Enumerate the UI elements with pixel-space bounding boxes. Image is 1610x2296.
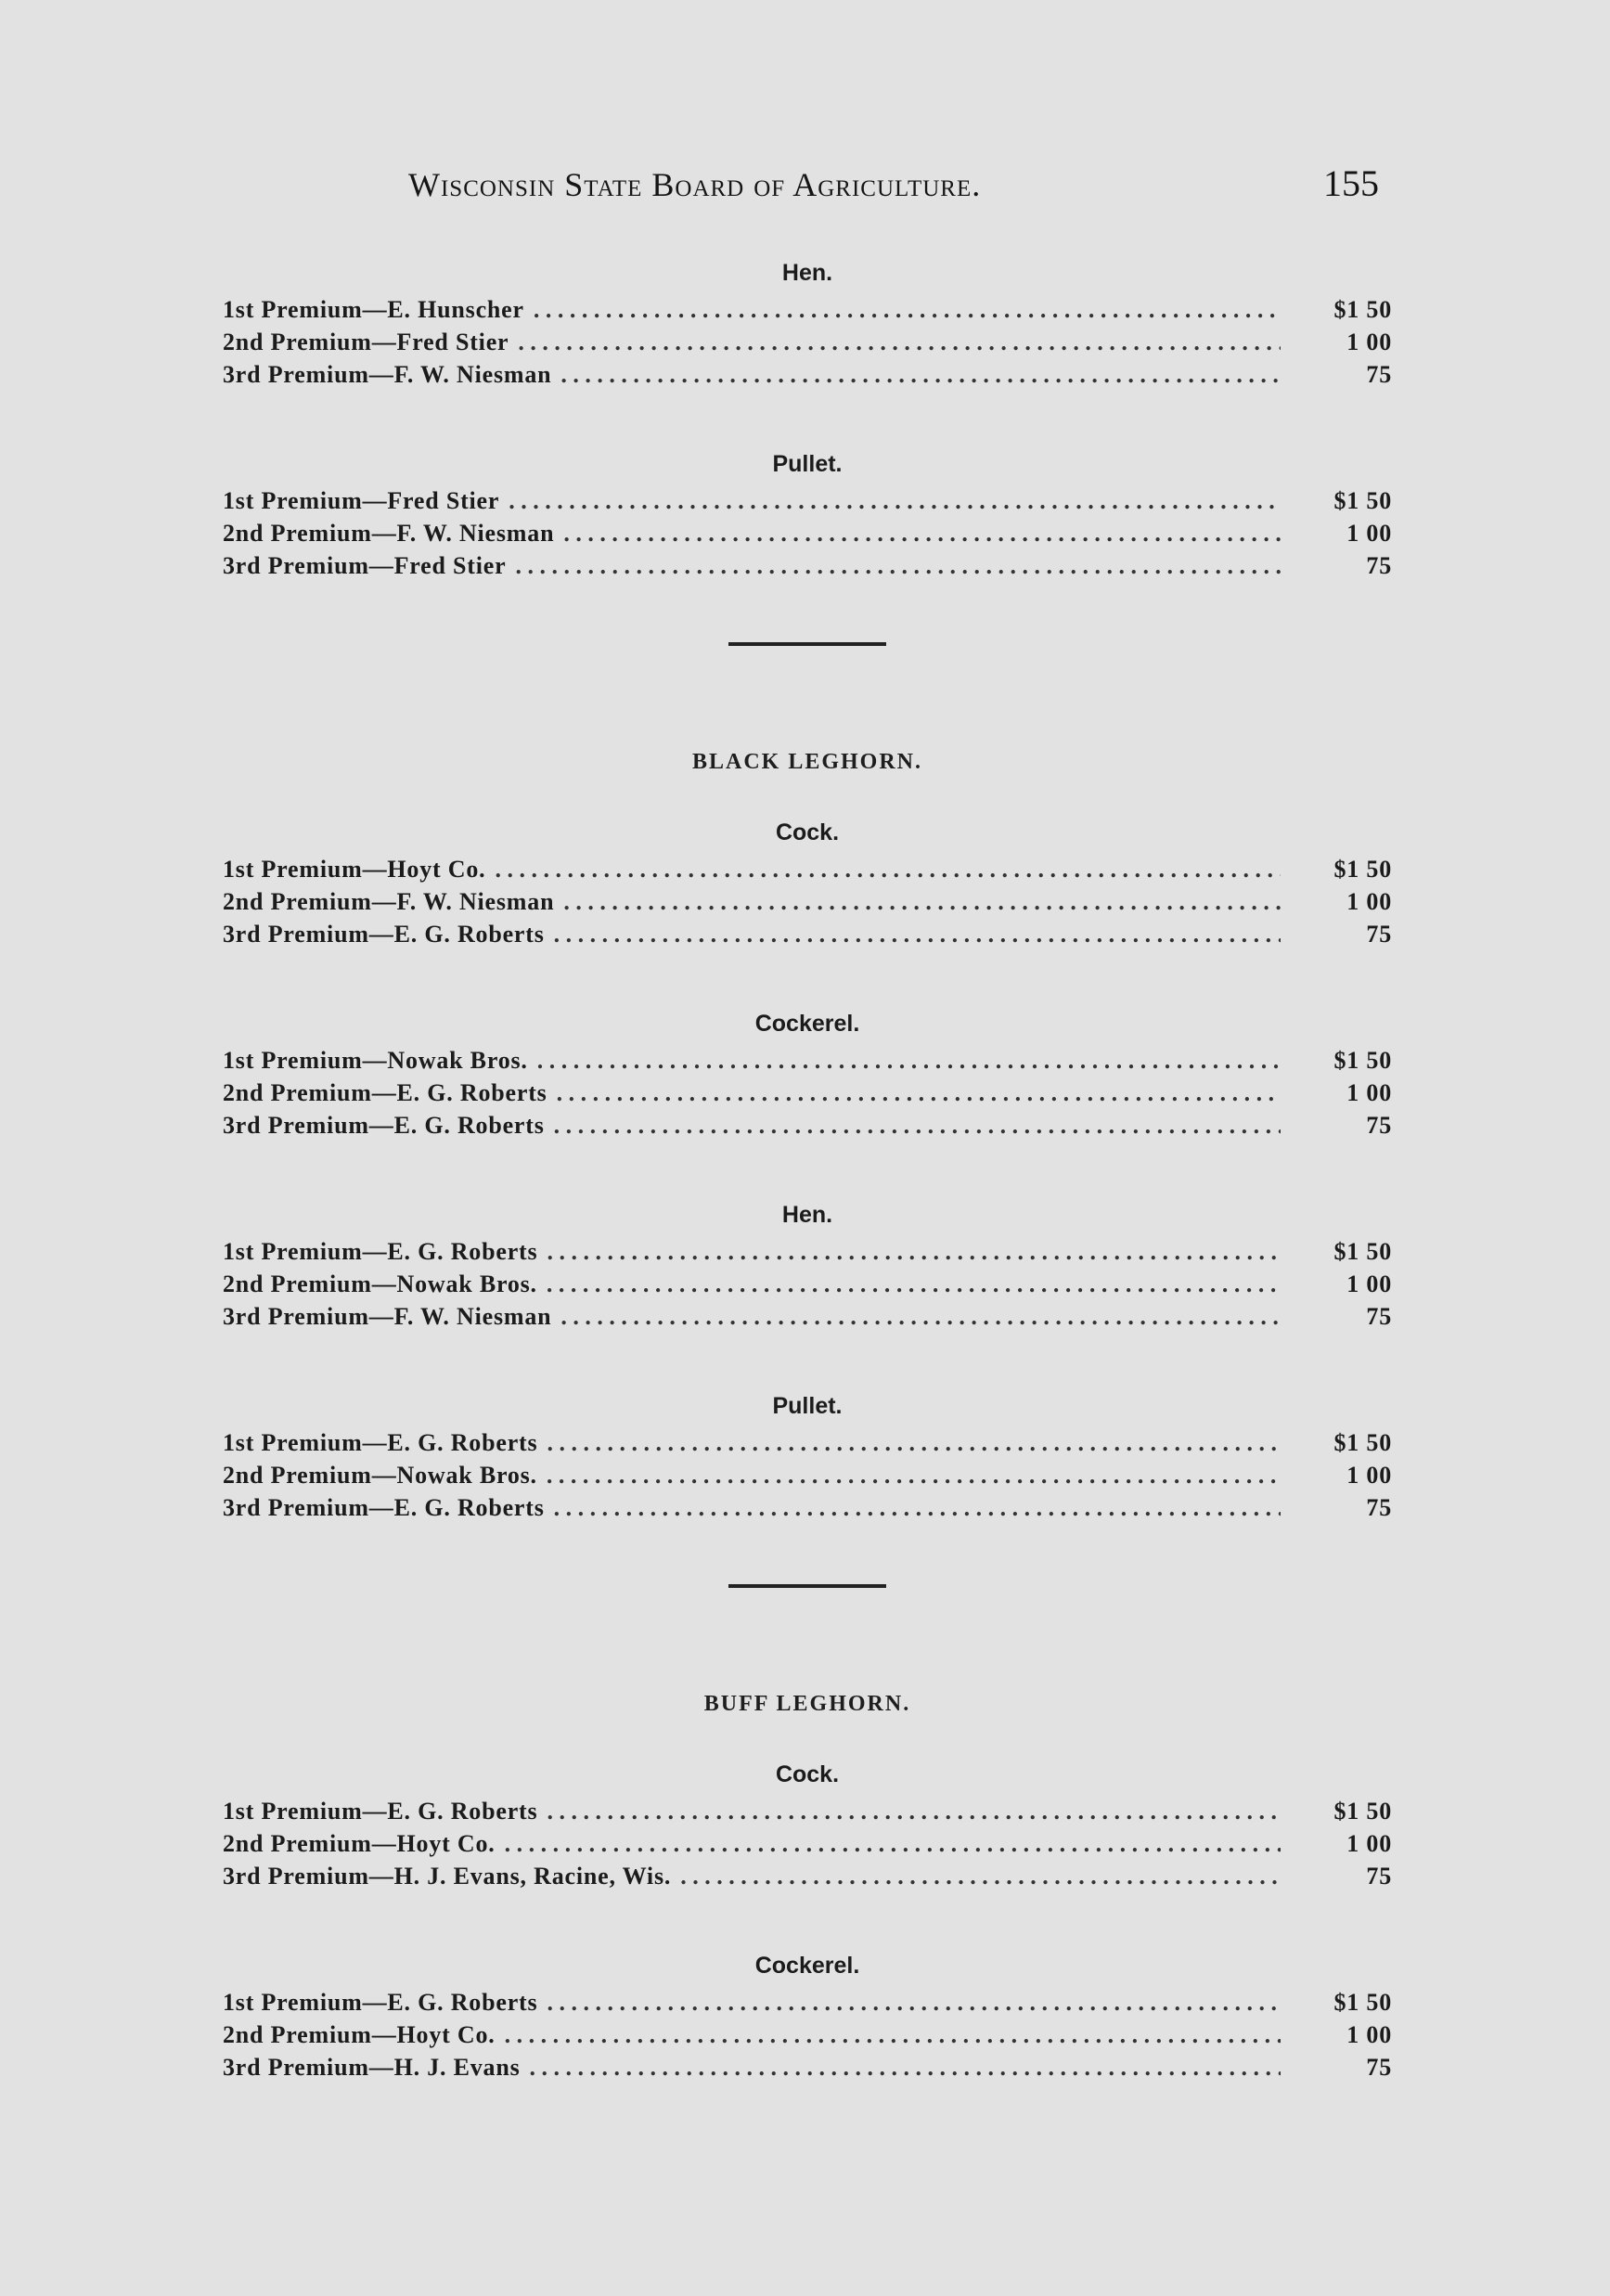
entry-amount: 1 00 <box>1346 329 1392 355</box>
entry-label: 2nd Premium—Hoyt Co. <box>223 2021 496 2048</box>
premium-entry <box>223 329 1392 361</box>
entry-label: 3rd Premium—E. G. Roberts <box>223 1112 545 1139</box>
dot-leader <box>547 1462 1281 1490</box>
premium-entry <box>223 1238 1392 1271</box>
category-title: Hen. <box>781 260 833 286</box>
section-black-leghorn <box>223 750 1392 1527</box>
entry-amount: 75 <box>1366 1112 1392 1139</box>
premium-entry <box>223 487 1392 520</box>
category-pullet <box>223 1393 1392 1527</box>
premium-entry <box>223 1494 1392 1527</box>
dot-leader <box>560 361 1281 389</box>
entry-amount: 75 <box>1366 361 1392 388</box>
dot-leader <box>518 329 1281 356</box>
entry-amount: 1 00 <box>1346 1830 1392 1857</box>
dot-leader <box>537 1047 1281 1075</box>
entry-amount: 1 00 <box>1346 520 1392 547</box>
entry-label: 3rd Premium—F. W. Niesman <box>223 361 552 388</box>
entry-amount: 1 00 <box>1346 1271 1392 1297</box>
dot-leader <box>563 520 1281 548</box>
page-number: 155 <box>1323 162 1379 204</box>
entry-amount: 75 <box>1366 1494 1392 1521</box>
dot-leader <box>534 296 1281 324</box>
dot-leader <box>495 856 1281 884</box>
entry-amount: 75 <box>1366 1303 1392 1330</box>
dot-leader <box>554 921 1281 948</box>
section-continued <box>223 260 1392 585</box>
premium-entry <box>223 520 1392 552</box>
entry-label: 1st Premium—E. G. Roberts <box>223 1429 538 1456</box>
entry-label: 3rd Premium—E. G. Roberts <box>223 1494 545 1521</box>
category-hen <box>223 260 1392 393</box>
entry-amount: $1 50 <box>1333 1238 1392 1265</box>
entry-label: 1st Premium—Hoyt Co. <box>223 856 486 883</box>
dot-leader <box>505 2021 1281 2049</box>
dot-leader <box>505 1830 1281 1858</box>
page-header <box>408 162 1383 221</box>
entry-amount: 1 00 <box>1346 1079 1392 1106</box>
entry-amount: $1 50 <box>1333 1798 1392 1825</box>
category-title: Cockerel. <box>754 1953 860 1979</box>
premium-entry <box>223 1271 1392 1303</box>
dot-leader <box>509 487 1281 515</box>
entry-label: 2nd Premium—E. G. Roberts <box>223 1079 547 1106</box>
premium-entry <box>223 1462 1392 1494</box>
dot-leader <box>547 1798 1281 1825</box>
premium-entry <box>223 921 1392 953</box>
premium-entry <box>223 1079 1392 1112</box>
premium-entry <box>223 2021 1392 2054</box>
entry-label: 1st Premium—Nowak Bros. <box>223 1047 528 1074</box>
section-title: BUFF LEGHORN. <box>703 1692 911 1716</box>
premium-entry <box>223 1989 1392 2021</box>
premium-entry <box>223 1112 1392 1144</box>
entry-label: 2nd Premium—F. W. Niesman <box>223 888 555 915</box>
dot-leader <box>515 552 1281 580</box>
dot-leader <box>547 1989 1281 2017</box>
premium-entry <box>223 1429 1392 1462</box>
entry-amount: 75 <box>1366 2054 1392 2081</box>
category-title: Pullet. <box>772 451 843 477</box>
entry-label: 2nd Premium—Fred Stier <box>223 329 509 355</box>
entry-amount: $1 50 <box>1333 856 1392 883</box>
premium-entry <box>223 2054 1392 2086</box>
premium-entry <box>223 552 1392 585</box>
running-title: Wisconsin State Board of Agriculture. <box>408 166 982 203</box>
category-hen <box>223 1202 1392 1335</box>
premium-entry <box>223 856 1392 888</box>
category-title: Cock. <box>775 819 840 845</box>
entry-amount: 75 <box>1366 921 1392 948</box>
premium-entry <box>223 1863 1392 1895</box>
category-cockerel <box>223 1953 1392 2086</box>
dot-leader <box>554 1112 1281 1140</box>
entry-label: 3rd Premium—E. G. Roberts <box>223 921 545 948</box>
dot-leader <box>547 1238 1281 1266</box>
premium-entry <box>223 1830 1392 1863</box>
entry-amount: 1 00 <box>1346 2021 1392 2048</box>
category-cock <box>223 819 1392 953</box>
category-cock <box>223 1761 1392 1895</box>
entry-label: 3rd Premium—F. W. Niesman <box>223 1303 552 1330</box>
dot-leader <box>680 1863 1281 1890</box>
entry-label: 1st Premium—E. G. Roberts <box>223 1798 538 1825</box>
premium-entry <box>223 296 1392 329</box>
entry-label: 2nd Premium—Hoyt Co. <box>223 1830 496 1857</box>
dot-leader <box>547 1429 1281 1457</box>
entry-label: 1st Premium—E. G. Roberts <box>223 1989 538 2016</box>
dot-leader <box>560 1303 1281 1331</box>
category-title: Cockerel. <box>754 1011 860 1037</box>
entry-label: 2nd Premium—F. W. Niesman <box>223 520 555 547</box>
entry-amount: $1 50 <box>1333 1429 1392 1456</box>
entry-label: 2nd Premium—Nowak Bros. <box>223 1462 537 1489</box>
dot-leader <box>554 1494 1281 1522</box>
dot-leader <box>563 888 1281 916</box>
entry-label: 1st Premium—E. G. Roberts <box>223 1238 538 1265</box>
entry-label: 3rd Premium—H. J. Evans <box>223 2054 521 2081</box>
entry-label: 3rd Premium—H. J. Evans, Racine, Wis. <box>223 1863 672 1890</box>
dot-leader <box>547 1271 1281 1298</box>
section-divider <box>728 642 886 646</box>
premium-entry <box>223 1798 1392 1830</box>
entry-amount: $1 50 <box>1333 1047 1392 1074</box>
entry-label: 2nd Premium—Nowak Bros. <box>223 1271 537 1297</box>
category-title: Pullet. <box>772 1393 843 1419</box>
section-divider <box>728 1584 886 1588</box>
entry-amount: $1 50 <box>1333 1989 1392 2016</box>
entry-amount: 75 <box>1366 1863 1392 1890</box>
premium-entry <box>223 1047 1392 1079</box>
category-title: Cock. <box>775 1761 840 1787</box>
entry-amount: 75 <box>1366 552 1392 579</box>
page-content <box>223 260 1392 2086</box>
entry-amount: $1 50 <box>1333 296 1392 323</box>
dot-leader <box>557 1079 1281 1107</box>
category-pullet <box>223 451 1392 585</box>
category-cockerel <box>223 1011 1392 1144</box>
dot-leader <box>530 2054 1281 2082</box>
premium-entry <box>223 361 1392 393</box>
category-title: Hen. <box>781 1202 833 1228</box>
entry-amount: 1 00 <box>1346 1462 1392 1489</box>
entry-amount: $1 50 <box>1333 487 1392 514</box>
entry-label: 1st Premium—E. Hunscher <box>223 296 524 323</box>
premium-entry <box>223 1303 1392 1335</box>
entry-label: 1st Premium—Fred Stier <box>223 487 500 514</box>
entry-amount: 1 00 <box>1346 888 1392 915</box>
premium-entry <box>223 888 1392 921</box>
section-title: BLACK LEGHORN. <box>691 750 923 774</box>
entry-label: 3rd Premium—Fred Stier <box>223 552 507 579</box>
section-buff-leghorn <box>223 1692 1392 2086</box>
